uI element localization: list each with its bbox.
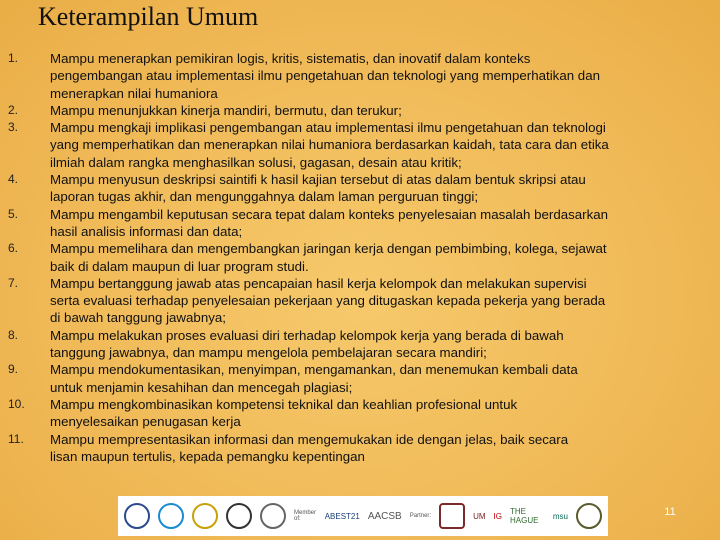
crest-logo-icon <box>576 503 602 529</box>
list-item-number: 9. <box>8 362 19 377</box>
list-item <box>0 327 720 362</box>
list-item-number: 8. <box>8 327 19 342</box>
list-item-number: 2. <box>8 102 19 117</box>
list-item-text: hasil analisis informasi dan data; <box>50 223 243 239</box>
skills-list <box>0 50 720 465</box>
list-item-text: ilmiah dalam rangka menghasilkan solusi, gagasan, desain atau kritik; <box>50 154 462 170</box>
list-item <box>0 431 720 466</box>
list-item-text: Mampu mempresentasikan informasi dan mengemukakan ide dengan jelas, baik secara <box>50 431 569 447</box>
seal-logo-icon <box>260 503 286 529</box>
list-item-text: Mampu melakukan proses evaluasi diri terhadap kelompok kerja yang berada di bawah <box>50 327 564 343</box>
list-item <box>0 396 720 431</box>
list-item <box>0 240 720 275</box>
list-item-text: serta evaluasi terhadap penyelesaian pekerjaan yang ditugaskan kepada pekerja yang berada <box>50 293 606 309</box>
ribbon-logo-icon <box>226 503 252 529</box>
list-item-text: Mampu menerapkan pemikiran logis, kritis, sistematis, dan inovatif dalam konteks <box>50 51 531 66</box>
list-item <box>0 361 720 396</box>
partner-label: Partner: <box>409 513 432 519</box>
aacsb-logo: AACSB <box>367 510 402 522</box>
slide-title: Keterampilan Umum <box>38 2 259 31</box>
list-item-number: 4. <box>8 172 19 187</box>
list-item-text: menyelesaikan penugasan kerja <box>50 414 241 430</box>
list-item-text: Mampu mengkombinasikan kompetensi teknikal dan keahlian profesional untuk <box>50 396 518 412</box>
list-item <box>0 206 720 241</box>
list-item-number: 10. <box>8 396 25 411</box>
list-item-text: Mampu mengambil keputusan secara tepat dalam konteks penyelesaian masalah berdasarkan <box>50 206 609 222</box>
list-item-text: Mampu mengkaji implikasi pengembangan atau implementasi ilmu pengetahuan dan teknologi <box>50 120 606 136</box>
list-item-text: lisan maupun tertulis, kepada pemangku kepentingan <box>50 448 365 464</box>
abest21-logo: ABEST21 <box>324 511 360 521</box>
member-label: Member of: <box>294 510 317 522</box>
list-item-text: baik di dalam maupun di luar program studi. <box>50 258 309 274</box>
the-hague-logo: THE HAGUE <box>509 507 539 525</box>
badge-logo-icon <box>192 503 218 529</box>
footer-logo-strip <box>118 496 608 536</box>
ig-logo: IG <box>493 511 502 521</box>
list-item-number: 3. <box>8 120 19 135</box>
list-item-text: laporan tugas akhir, dan mengunggahnya dalam laman perguruan tinggi; <box>50 189 479 205</box>
list-item-number: 7. <box>8 275 19 290</box>
university-seal-icon <box>124 503 150 529</box>
page-number: 11 <box>664 506 676 518</box>
list-item-text: Mampu menunjukkan kinerja mandiri, bermutu, dan terukur; <box>50 102 402 118</box>
list-item-text: tanggung jawabnya, dan mampu mengelola pembelajaran secara mandiri; <box>50 345 487 361</box>
list-item-text: Mampu memelihara dan mengembangkan jaringan kerja dengan pembimbing, kolega, sejawat <box>50 241 607 257</box>
list-item <box>0 50 720 102</box>
list-item-number: 1. <box>8 51 19 65</box>
list-item-text: di bawah tanggung jawabnya; <box>50 310 226 326</box>
um-logo: UM <box>473 511 486 521</box>
list-item-number: 11. <box>8 431 24 446</box>
msu-logo: msu <box>552 511 568 521</box>
list-item <box>0 119 720 171</box>
list-item <box>0 171 720 206</box>
list-item-text: pengembangan atau implementasi ilmu pengetahuan dan teknologi yang memperhatikan dan <box>50 68 600 84</box>
list-item-text: Mampu menyusun deskripsi saintifi k hasil kajian tersebut di atas dalam bentuk skripsi atau <box>50 172 586 188</box>
list-item <box>0 102 720 119</box>
list-item <box>0 275 720 327</box>
accreditation-logo-icon <box>158 503 184 529</box>
list-item-number: 6. <box>8 241 19 256</box>
list-item-text: yang memperhatikan dan menerapkan nilai humaniora berdasarkan kaidah, tata cara dan etika <box>50 137 609 153</box>
partner-logo-icon <box>439 503 465 529</box>
list-item-text: untuk menjamin kesahihan dan mencegah plagiasi; <box>50 379 353 395</box>
list-item-text: Mampu mendokumentasikan, menyimpan, mengamankan, dan menemukan kembali data <box>50 362 578 378</box>
list-item-text: Mampu bertanggung jawab atas pencapaian hasil kerja kelompok dan melakukan supervisi <box>50 275 587 291</box>
list-item-text: menerapkan nilai humaniora <box>50 85 218 101</box>
list-item-number: 5. <box>8 206 19 221</box>
